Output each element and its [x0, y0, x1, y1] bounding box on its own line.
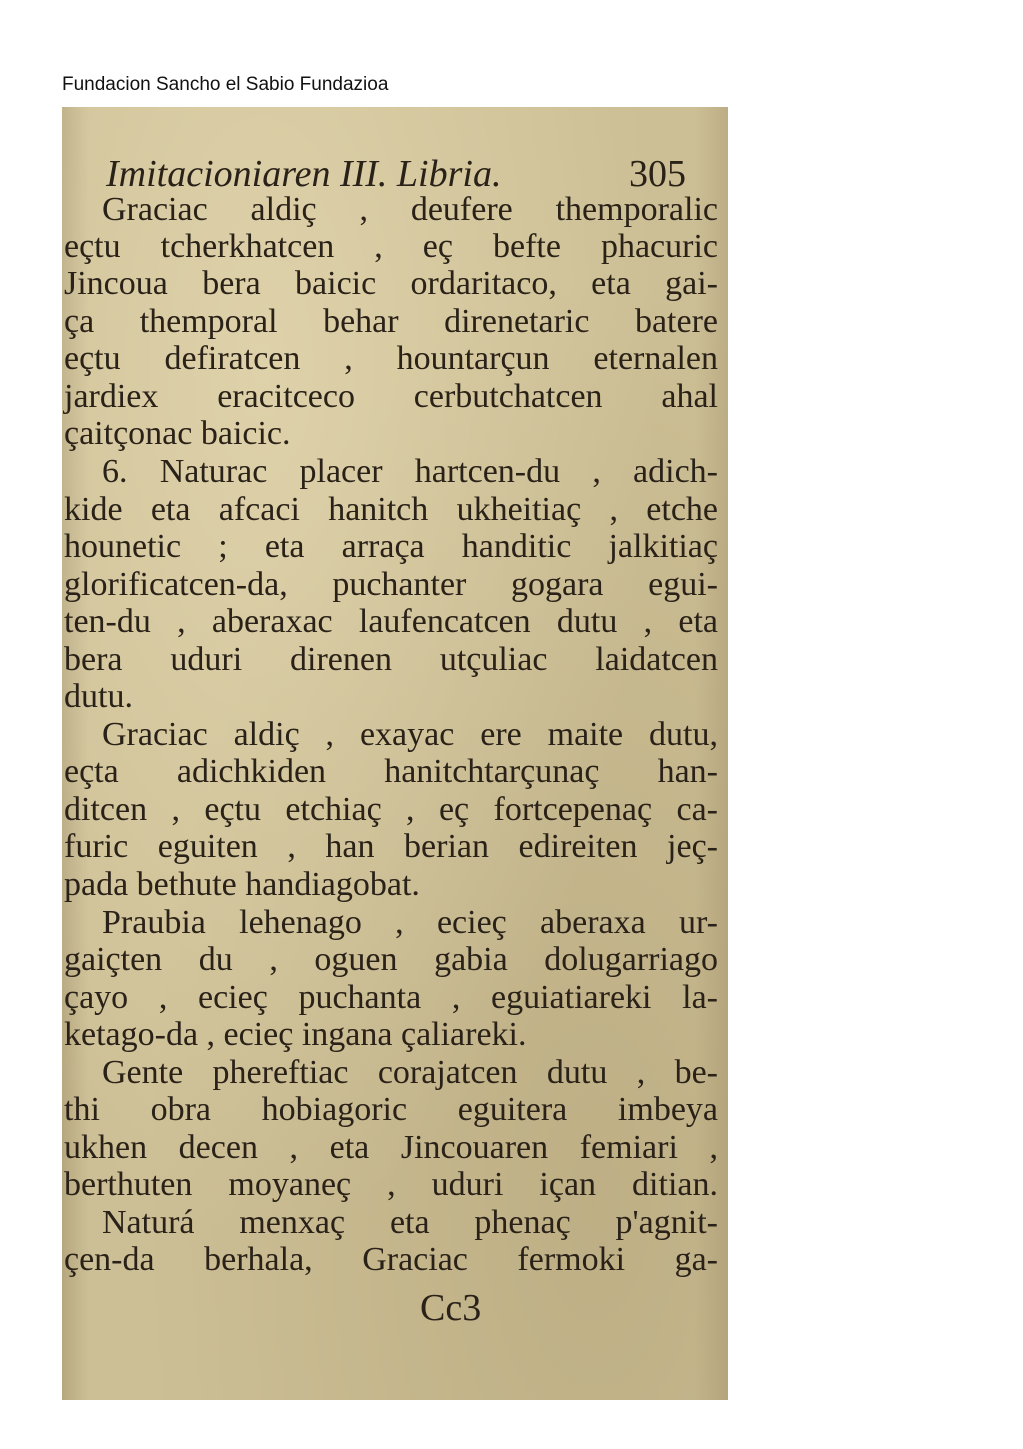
text-line: berthuten moyaneç , uduri içan ditian. — [64, 1166, 718, 1203]
signature-mark: Cc3 — [420, 1287, 482, 1329]
text-line: hounetic ; eta arraça handitic jalkitiaç — [64, 528, 718, 565]
page-number: 305 — [629, 153, 686, 195]
scanned-page — [62, 107, 728, 1400]
text-line: thi obra hobiagoric eguitera imbeya — [64, 1091, 718, 1128]
text-line: ketago-da , ecieç ingana çaliareki. — [64, 1016, 527, 1053]
text-line: Graciac aldiç , exayac ere maite dutu, — [102, 716, 718, 753]
text-line: çen-da berhala, Graciac fermoki ga- — [64, 1241, 718, 1278]
text-line: çaitçonac baicic. — [64, 415, 291, 452]
text-line: ditcen , eçtu etchiaç , eç fortcepenaç ca- — [64, 791, 718, 828]
text-line: Gente phereftiac corajatcen dutu , be- — [102, 1054, 718, 1091]
text-line: kide eta afcaci hanitch ukheitiaç , etche — [64, 491, 718, 528]
text-line: Naturá menxaç eta phenaç p'agnit- — [102, 1204, 718, 1241]
text-line: eçtu tcherkhatcen , eç befte phacuric — [64, 228, 718, 265]
text-line: bera uduri direnen utçuliac laidatcen — [64, 641, 718, 678]
text-line: çayo , ecieç puchanta , eguiatiareki la- — [64, 979, 718, 1016]
running-title: Imitacioniaren III. Libria. — [106, 153, 502, 195]
text-line: dutu. — [64, 678, 133, 715]
text-line: jardiex eracitceco cerbutchatcen ahal — [64, 378, 718, 415]
text-line: eçta adichkiden hanitchtarçunaç han- — [64, 753, 718, 790]
text-line: gaiçten du , oguen gabia dolugarriago — [64, 941, 718, 978]
text-line: Jincoua bera baicic ordaritaco, eta gai- — [64, 265, 718, 302]
text-line: ukhen decen , eta Jincouaren femiari , — [64, 1129, 718, 1166]
text-line: pada bethute handiagobat. — [64, 866, 420, 903]
text-line: furic eguiten , han berian edireiten jeç- — [64, 828, 718, 865]
text-line: eçtu defiratcen , hountarçun eternalen — [64, 340, 718, 377]
page-text — [62, 107, 728, 1400]
text-line: ça themporal behar direnetaric batere — [64, 303, 718, 340]
text-line: ten-du , aberaxac laufencatcen dutu , eta — [64, 603, 718, 640]
text-line: Graciac aldiç , deufere themporalic — [102, 191, 718, 228]
text-line: glorificatcen-da, puchanter gogara egui- — [64, 566, 718, 603]
text-line: Praubia lehenago , ecieç aberaxa ur- — [102, 904, 718, 941]
text-line: 6. Naturac placer hartcen-du , adich- — [102, 453, 718, 490]
source-label: Fundacion Sancho el Sabio Fundazioa — [62, 74, 389, 95]
